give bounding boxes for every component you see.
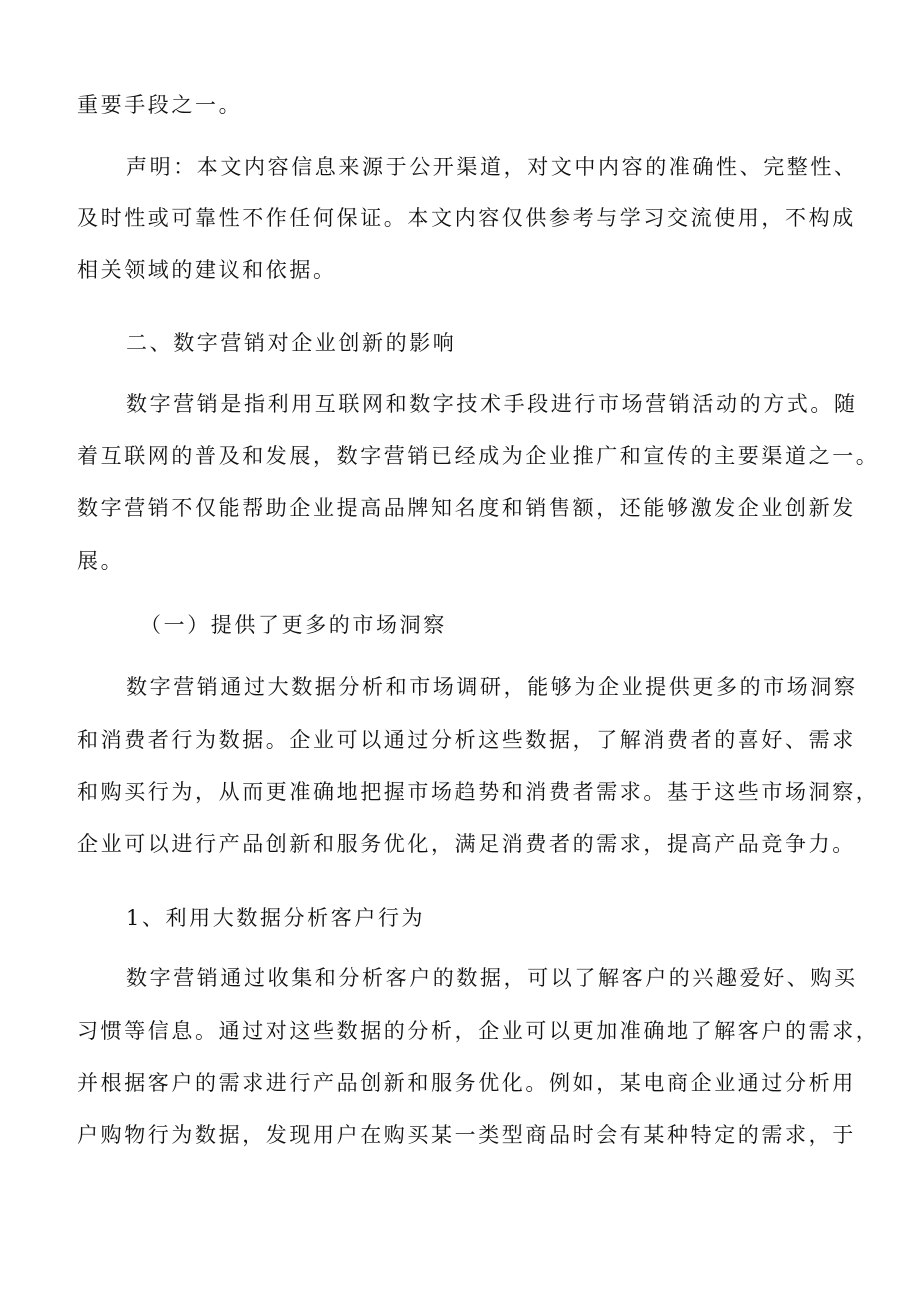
paragraph-line: 习惯等信息。通过对这些数据的分析，企业可以更加准确地了解客户的需求，	[77, 1019, 880, 1043]
paragraph-line: 数字营销是指利用互联网和数字技术手段进行市场营销活动的方式。随	[126, 392, 858, 416]
subsection-heading: （一）提供了更多的市场洞察	[140, 613, 447, 637]
section-heading: 二、数字营销对企业创新的影响	[126, 331, 457, 355]
paragraph-line: 和购买行为，从而更准确地把握市场趋势和消费者需求。基于这些市场洞察，	[77, 780, 880, 804]
paragraph-line: 数字营销通过收集和分析客户的数据，可以了解客户的兴趣爱好、购买	[126, 966, 858, 990]
numbered-heading: 1、利用大数据分析客户行为	[126, 906, 426, 930]
paragraph-line: 和消费者行为数据。企业可以通过分析这些数据，了解消费者的喜好、需求	[77, 728, 856, 752]
paragraph-line: 企业可以进行产品创新和服务优化，满足消费者的需求，提高产品竞争力。	[77, 832, 856, 856]
paragraph-line: 数字营销通过大数据分析和市场调研，能够为企业提供更多的市场洞察	[126, 675, 858, 699]
paragraph-line: 户购物行为数据，发现用户在购买某一类型商品时会有某种特定的需求，于	[77, 1123, 856, 1147]
disclaimer-line: 声明：本文内容信息来源于公开渠道，对文中内容的准确性、完整性、	[126, 155, 858, 179]
paragraph-line: 并根据客户的需求进行产品创新和服务优化。例如，某电商企业通过分析用	[77, 1071, 856, 1095]
paragraph-line: 重要手段之一。	[77, 93, 243, 117]
disclaimer-line: 及时性或可靠性不作任何保证。本文内容仅供参考与学习交流使用，不构成	[77, 206, 856, 230]
paragraph-line: 展。	[77, 549, 125, 573]
paragraph-line: 数字营销不仅能帮助企业提高品牌知名度和销售额，还能够激发企业创新发	[77, 496, 856, 520]
disclaimer-line: 相关领域的建议和依据。	[77, 258, 337, 282]
paragraph-line: 着互联网的普及和发展，数字营销已经成为企业推广和宣传的主要渠道之一。	[77, 444, 880, 468]
